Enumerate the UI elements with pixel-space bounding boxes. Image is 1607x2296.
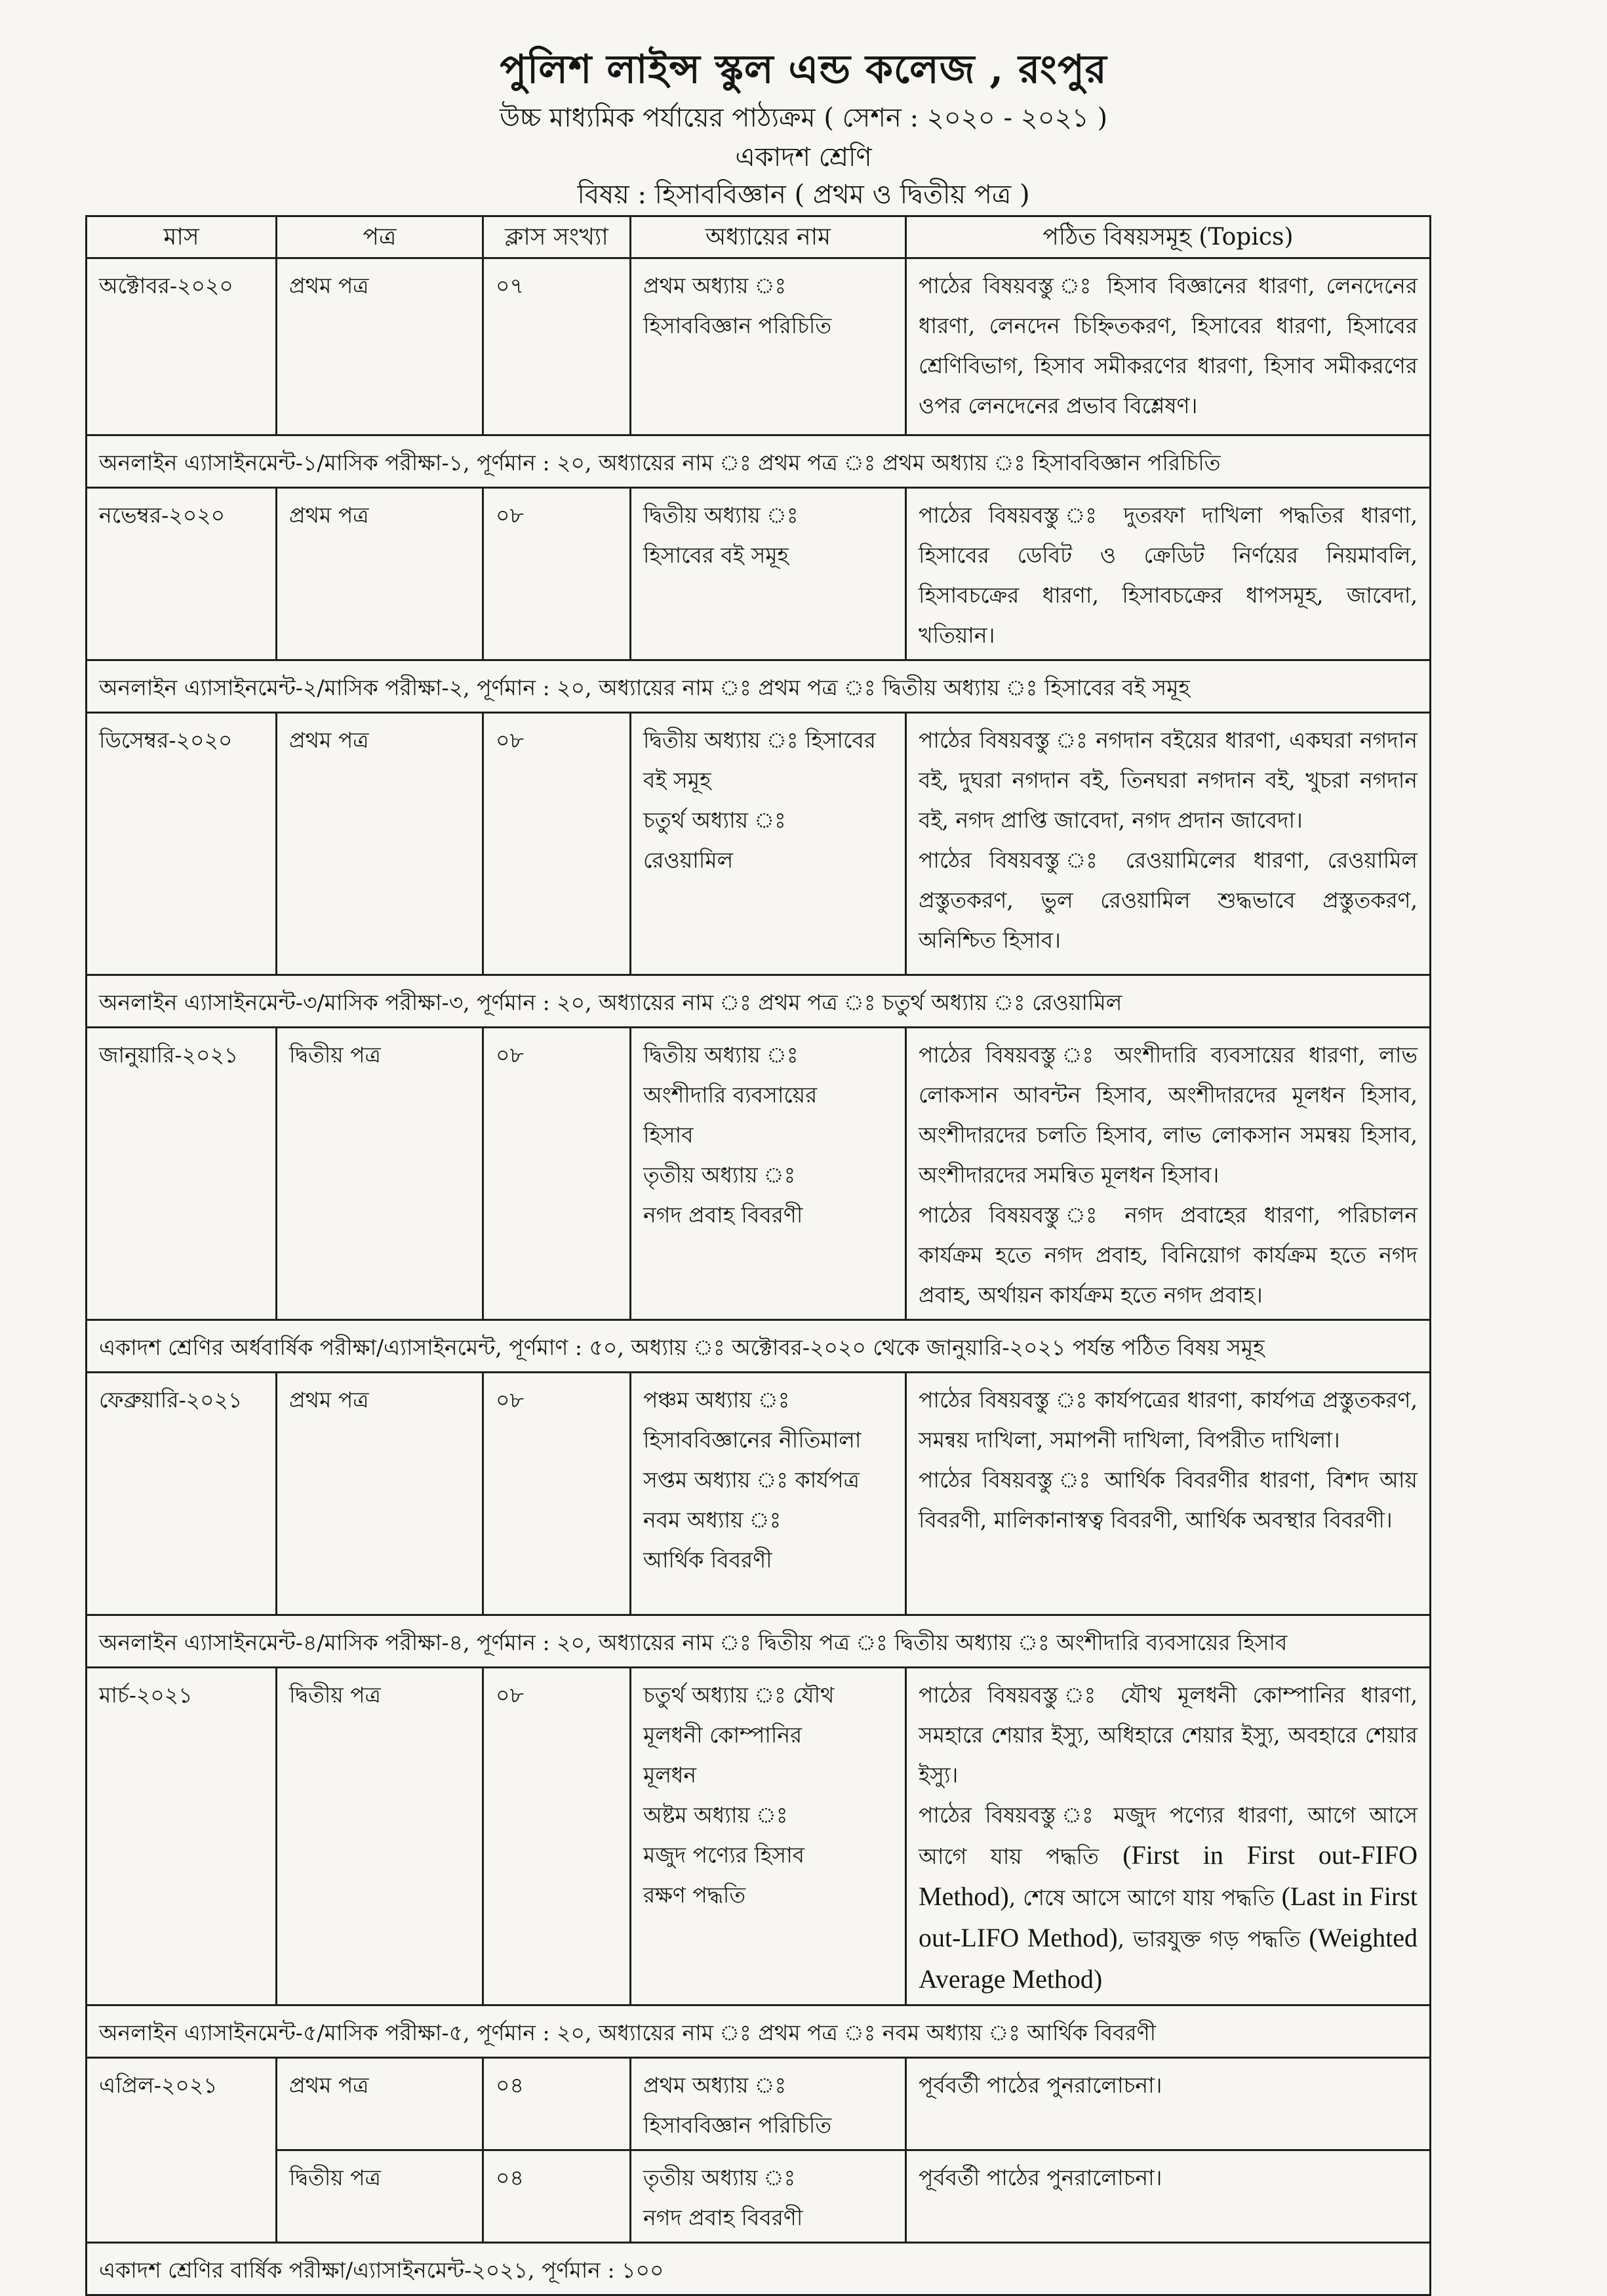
table-row [87,1373,1431,1615]
syllabus-title: উচ্চ মাধ্যমিক পর্যায়ের পাঠ্যক্রম ( সেশন : ২০২০ - ২০২১ ) [499,103,1108,133]
column-header-topics: পঠিত বিষয়সমূহ (Topics) [906,216,1431,258]
chapter-cell [631,713,906,975]
topic-paragraph: পাঠের বিষয়বস্তু ঃ নগদান বইয়ের ধারণা, একঘরা নগদান বই, দুঘরা নগদান বই, তিনঘরা নগদান বই, খুচরা নগদান বই, নগদ প্রাপ্তি জাবেদা, নগদ প্রদান জাবেদা। [919,727,1418,833]
paper-cell: দ্বিতীয় পত্র [277,2150,483,2243]
chapter-line: দ্বিতীয় অধ্যায় ঃ হিসাবের [643,727,876,753]
topic-paragraph: পাঠের বিষয়বস্তু ঃ যৌথ মূলধনী কোম্পানির ধারণা, সমহারে শেয়ার ইস্যু, অধিহারে শেয়ার ইস্যু, অবহারে শেয়ার ইস্যু। [919,1682,1418,1788]
chapter-line: মজুদ পণ্যের হিসাব [643,1842,805,1868]
topic-paragraph: পাঠের বিষয়বস্তু ঃ আর্থিক বিবরণীর ধারণা, বিশদ আয় বিবরণী, মালিকানাস্বত্ব বিবরণী, আর্থিক অবস্থার বিবরণী। [919,1467,1418,1533]
chapter-line: অংশীদারি ব্যবসায়ের [643,1082,818,1108]
topic-paragraph: পাঠের বিষয়বস্তু ঃ হিসাব বিজ্ঞানের ধারণা, লেনদেনের ধারণা, লেনদেন চিহ্নিতকরণ, হিসাবের ধারণা, হিসাবের শ্রেণিবিভাগ, হিসাব সমীকরণের ধারণা, হিসাব সমীকরণের ওপর লেনদেনের প্রভাব বিশ্লেষণ। [919,273,1418,418]
english-term: (First in First out-FIFO Method) [919,1840,1418,1911]
english-term: (Weighted Average Method) [919,1923,1418,1994]
chapter-line: হিসাবের বই সমূহ [643,542,789,568]
topics-cell [906,258,1431,435]
syllabus-table [85,215,1431,2296]
chapter-line: হিসাববিজ্ঞান পরিচিতি [643,2112,832,2138]
month-cell: মার্চ-২০২১ [87,1668,277,2005]
column-header-chapter: অধ্যায়ের নাম [631,216,906,258]
paper-cell: দ্বিতীয় পত্র [277,1028,483,1320]
chapter-line: মূলধনী কোম্পানির [643,1722,803,1748]
topics-cell [906,1373,1431,1615]
chapter-line: নগদ প্রবাহ বিবরণী [643,2205,803,2230]
topics-cell [906,488,1431,660]
paper-cell: প্রথম পত্র [277,1373,483,1615]
table-row [87,1668,1431,2005]
institution-title: পুলিশ লাইন্স স্কুল এন্ড কলেজ , রংপুর [500,47,1107,92]
classes-cell: ০৮ [483,713,631,975]
table-row [87,488,1431,660]
chapter-line: হিসাব [643,1122,694,1148]
subject-title: বিষয় : হিসাববিজ্ঞান ( প্রথম ও দ্বিতীয় পত্র ) [577,180,1030,210]
exam-note-row [87,1615,1431,1668]
topics-cell [906,713,1431,975]
exam-note: একাদশ শ্রেণির অর্ধবার্ষিক পরীক্ষা/এ্যাসাইনমেন্ট, পূর্ণমাণ : ৫০, অধ্যায় ঃ অক্টোবর-২০২০ থেকে জানুয়ারি-২০২১ পর্যন্ত পঠিত বিষয় সমূহ [87,1320,1431,1373]
chapter-line: দ্বিতীয় অধ্যায় ঃ [643,1042,799,1068]
paper-cell: প্রথম পত্র [277,713,483,975]
column-header-classes: ক্লাস সংখ্যা [483,216,631,258]
column-header-paper: পত্র [277,216,483,258]
topic-paragraph: পাঠের বিষয়বস্তু ঃ রেওয়ামিলের ধারণা, রেওয়ামিল প্রস্তুতকরণ, ভুল রেওয়ামিল শুদ্ধভাবে প্রস্তুতকরণ, অনিশ্চিত হিসাব। [919,847,1418,953]
chapter-line: চতুর্থ অধ্যায় ঃ [643,807,786,833]
column-header-month: মাস [87,216,277,258]
table-row [87,2058,1431,2150]
classes-cell: ০৪ [483,2150,631,2243]
english-term: (Last in First out-LIFO Method) [919,1882,1418,1952]
month-cell: নভেম্বর-২০২০ [87,488,277,660]
exam-note: অনলাইন এ্যাসাইনমেন্ট-৪/মাসিক পরীক্ষা-৪, পূর্ণমান : ২০, অধ্যায়ের নাম ঃ দ্বিতীয় পত্র ঃ দ্বিতীয় অধ্যায় ঃ অংশীদারি ব্যবসায়ের হিসাব [87,1615,1431,1668]
chapter-cell [631,2058,906,2150]
topic-paragraph: পাঠের বিষয়বস্তু ঃ অংশীদারি ব্যবসায়ের ধারণা, লাভ লোকসান আবন্টন হিসাব, অংশীদারদের মূলধন হিসাব, অংশীদারদের চলতি হিসাব, লাভ লোকসান সমন্বয় হিসাব, অংশীদারদের সমন্বিত মূলধন হিসাব। [919,1042,1418,1188]
topic-paragraph: পাঠের বিষয়বস্তু ঃ মজুদ পণ্যের ধারণা, আগে আসে আগে যায় পদ্ধতি (First in First out-FIFO Method), শেষে আসে আগে যায় পদ্ধতি (Last in First out-LIFO Method), ভারযুক্ত গড় পদ্ধতি (Weighted Average Method) [919,1802,1418,1994]
month-cell: এপ্রিল-২০২১ [87,2058,277,2243]
classes-cell: ০৮ [483,1028,631,1320]
chapter-cell [631,1373,906,1615]
exam-note: অনলাইন এ্যাসাইনমেন্ট-১/মাসিক পরীক্ষা-১, পূর্ণমান : ২০, অধ্যায়ের নাম ঃ প্রথম পত্র ঃ প্রথম অধ্যায় ঃ হিসাববিজ্ঞান পরিচিতি [87,435,1431,488]
exam-note-row [87,975,1431,1028]
classes-cell: ০৮ [483,1668,631,2005]
chapter-line: মূলধন [643,1762,697,1788]
classes-cell: ০৭ [483,258,631,435]
chapter-line: নবম অধ্যায় ঃ [643,1507,782,1533]
chapter-line: চতুর্থ অধ্যায় ঃ যৌথ [643,1682,835,1708]
chapter-line: পঞ্চম অধ্যায় ঃ [643,1387,790,1413]
table-row [87,713,1431,975]
chapter-cell [631,1028,906,1320]
classes-cell: ০৮ [483,1373,631,1615]
chapter-line: প্রথম অধ্যায় ঃ [643,2072,787,2098]
month-cell: ফেব্রুয়ারি-২০২১ [87,1373,277,1615]
chapter-line: অষ্টম অধ্যায় ঃ [643,1802,788,1828]
chapter-line: তৃতীয় অধ্যায় ঃ [643,1162,796,1188]
exam-note-row [87,1320,1431,1373]
chapter-cell [631,1668,906,2005]
table-row [87,2150,1431,2243]
chapter-line: প্রথম অধ্যায় ঃ [643,273,787,298]
paper-cell: প্রথম পত্র [277,488,483,660]
exam-note: অনলাইন এ্যাসাইনমেন্ট-২/মাসিক পরীক্ষা-২, পূর্ণমান : ২০, অধ্যায়ের নাম ঃ প্রথম পত্র ঃ দ্বিতীয় অধ্যায় ঃ হিসাবের বই সমূহ [87,660,1431,713]
topic-paragraph: পাঠের বিষয়বস্তু ঃ নগদ প্রবাহের ধারণা, পরিচালন কার্যক্রম হতে নগদ প্রবাহ, বিনিয়োগ কার্যক্রম হতে নগদ প্রবাহ, অর্থায়ন কার্যক্রম হতে নগদ প্রবাহ। [919,1202,1418,1308]
paper-cell: প্রথম পত্র [277,2058,483,2150]
classes-cell: ০৪ [483,2058,631,2150]
chapter-line: তৃতীয় অধ্যায় ঃ [643,2165,796,2190]
chapter-line: সপ্তম অধ্যায় ঃ কার্যপত্র [643,1467,860,1493]
month-cell: অক্টোবর-২০২০ [87,258,277,435]
chapter-line: নগদ প্রবাহ বিবরণী [643,1202,803,1228]
table-row [87,1028,1431,1320]
chapter-cell [631,2150,906,2243]
exam-note: অনলাইন এ্যাসাইনমেন্ট-৫/মাসিক পরীক্ষা-৫, পূর্ণমান : ২০, অধ্যায়ের নাম ঃ প্রথম পত্র ঃ নবম অধ্যায় ঃ আর্থিক বিবরণী [87,2005,1431,2058]
topics-cell [906,1668,1431,2005]
chapter-line: বই সমূহ [643,767,711,793]
paper-cell: দ্বিতীয় পত্র [277,1668,483,2005]
classes-cell: ০৮ [483,488,631,660]
final-exam-row [87,2243,1431,2295]
chapter-line: হিসাববিজ্ঞানের নীতিমালা [643,1427,862,1453]
topics-cell [906,1028,1431,1320]
exam-note: অনলাইন এ্যাসাইনমেন্ট-৩/মাসিক পরীক্ষা-৩, পূর্ণমান : ২০, অধ্যায়ের নাম ঃ প্রথম পত্র ঃ চতুর্থ অধ্যায় ঃ রেওয়ামিল [87,975,1431,1028]
chapter-cell [631,258,906,435]
exam-note-row [87,435,1431,488]
chapter-line: রক্ষণ পদ্ধতি [643,1882,746,1908]
chapter-cell [631,488,906,660]
exam-note-row [87,2005,1431,2058]
topic-paragraph: পাঠের বিষয়বস্তু ঃ কার্যপত্রের ধারণা, কার্যপত্র প্রস্তুতকরণ, সমন্বয় দাখিলা, সমাপনী দাখিলা, বিপরীত দাখিলা। [919,1387,1418,1453]
month-cell: ডিসেম্বর-২০২০ [87,713,277,975]
table-row [87,258,1431,435]
topics-cell: পূর্ববর্তী পাঠের পুনরালোচনা। [906,2150,1431,2243]
chapter-line: আর্থিক বিবরণী [643,1547,772,1573]
chapter-line: হিসাববিজ্ঞান পরিচিতি [643,313,832,338]
final-exam-note: একাদশ শ্রেণির বার্ষিক পরীক্ষা/এ্যাসাইনমেন্ট-২০২১, পূর্ণমান : ১০০ [87,2243,1431,2295]
chapter-line: দ্বিতীয় অধ্যায় ঃ [643,502,799,528]
class-title: একাদশ শ্রেণি [735,142,872,172]
topic-paragraph: পাঠের বিষয়বস্তু ঃ দুতরফা দাখিলা পদ্ধতির ধারণা, হিসাবের ডেবিট ও ক্রেডিট নির্ণয়ের নিয়মাবলি, হিসাবচক্রের ধারণা, হিসাবচক্রের ধাপসমূহ, জাবেদা, খতিয়ান। [919,502,1418,648]
topics-cell: পূর্ববর্তী পাঠের পুনরালোচনা। [906,2058,1431,2150]
table-header-row [87,216,1431,258]
month-cell: জানুয়ারি-২০২১ [87,1028,277,1320]
paper-cell: প্রথম পত্র [277,258,483,435]
exam-note-row [87,660,1431,713]
chapter-line: রেওয়ামিল [643,847,734,873]
